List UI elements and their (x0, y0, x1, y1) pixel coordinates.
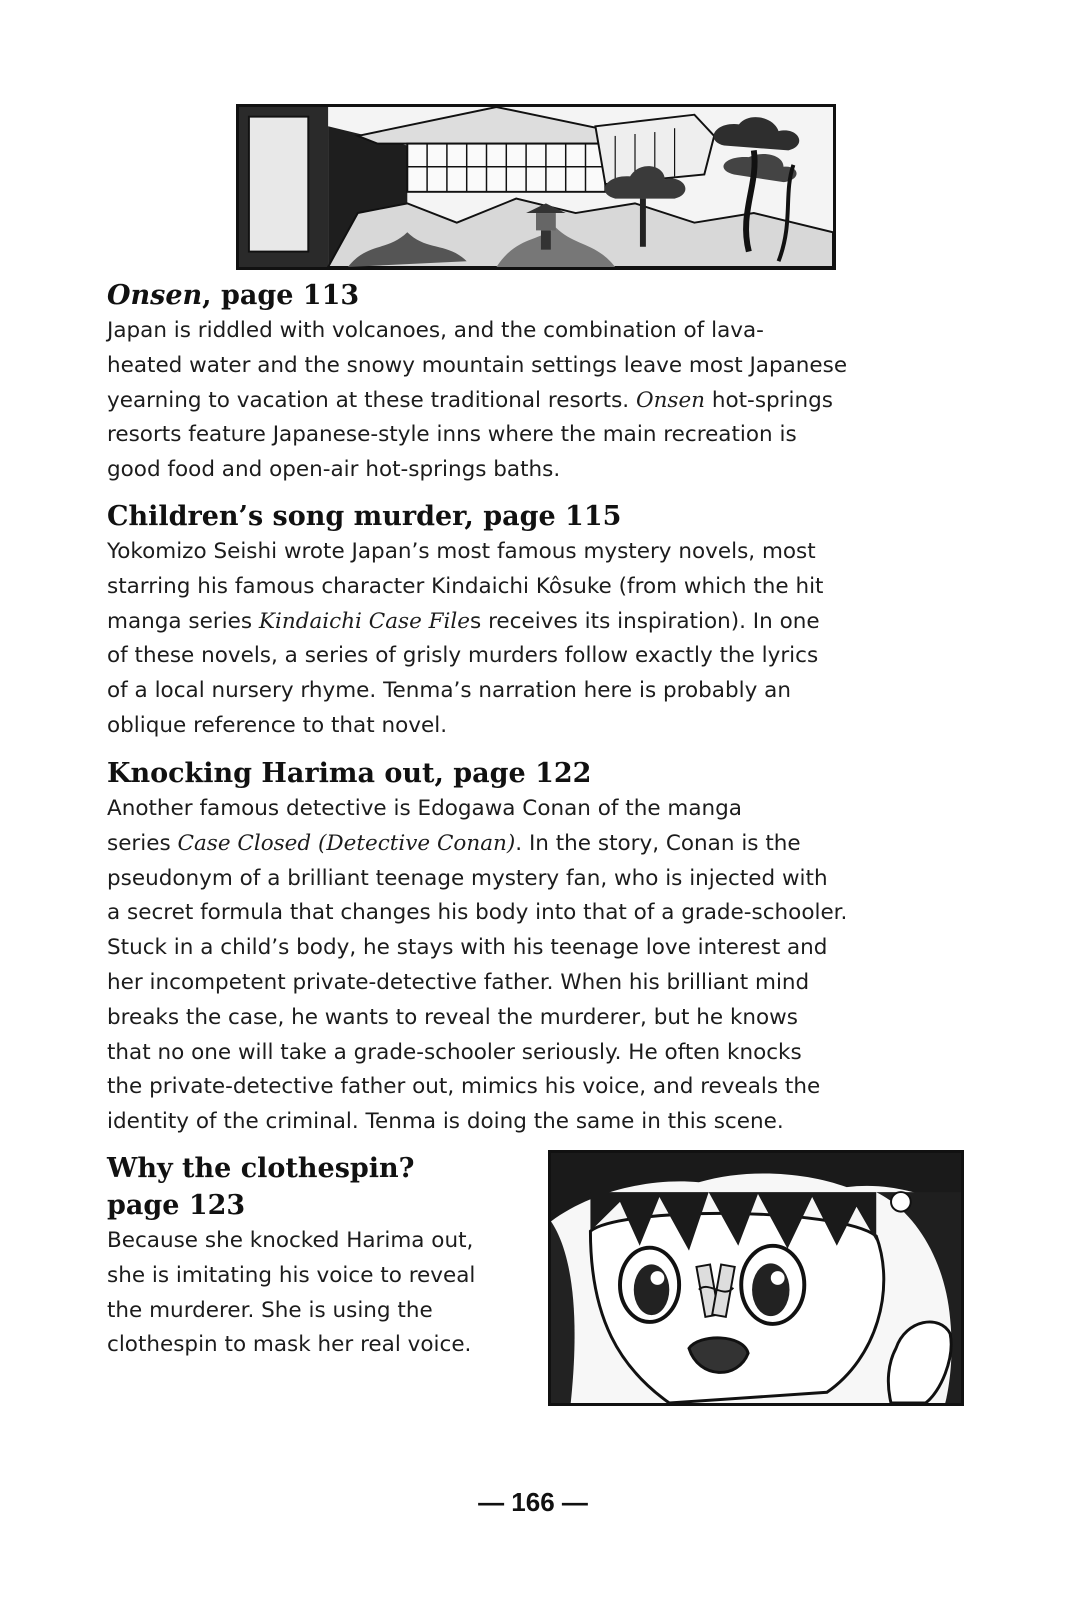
note-heading: Children’s song murder, page 115 (107, 501, 622, 532)
note-heading: Onsen, page 113 (107, 280, 360, 311)
note-childrens-song-murder (107, 498, 977, 744)
note-onsen (107, 277, 977, 488)
note-heading: Why the clothespin? page 123 (107, 1153, 415, 1221)
note-knocking-harima-out (107, 755, 982, 1140)
girl-clothespin-illustration (548, 1150, 964, 1406)
note-body: Yokomizo Seishi wrote Japan’s most famous mystery novels, most starring his famous character Kindaichi Kôsuke (from which the hit manga series Kindaichi Case Files receives its inspiration). In one of these novels, a series of grisly murders follow exactly the lyrics of a local nursery rhyme. Tenma’s narration here is probably an oblique reference to that novel. (107, 539, 824, 738)
page-number: — 166 — (478, 1487, 588, 1517)
note-heading: Knocking Harima out, page 122 (107, 758, 592, 789)
note-body: Because she knocked Harima out, she is imitating his voice to reveal the murderer. She is using the clothespin to mask her real voice. (107, 1228, 476, 1358)
onsen-inn-illustration (236, 104, 836, 270)
note-body: Another famous detective is Edogawa Conan of the manga series Case Closed (Detective Conan). In the story, Conan is the pseudonym of a brilliant teenage mystery fan, who is injected with a secret formula that changes his body into that of a grade-schooler. Stuck in a child’s body, he stays with his teenage love interest and her incompetent private-detective father. When his brilliant mind breaks the case, he wants to reveal the murderer, but he knows that no one will take a grade-schooler seriously. He often knocks the private-detective father out, mimics his voice, and reveals the identity of the criminal. Tenma is doing the same in this scene. (107, 796, 848, 1135)
note-why-the-clothespin (107, 1150, 537, 1363)
note-body: Japan is riddled with volcanoes, and the combination of lava- heated water and the snowy mountain settings leave most Japanese yearning to vacation at these traditional resorts. Onsen hot-springs resorts feature Japanese-style inns where the main recreation is good food and open-air hot-springs baths. (107, 318, 848, 483)
